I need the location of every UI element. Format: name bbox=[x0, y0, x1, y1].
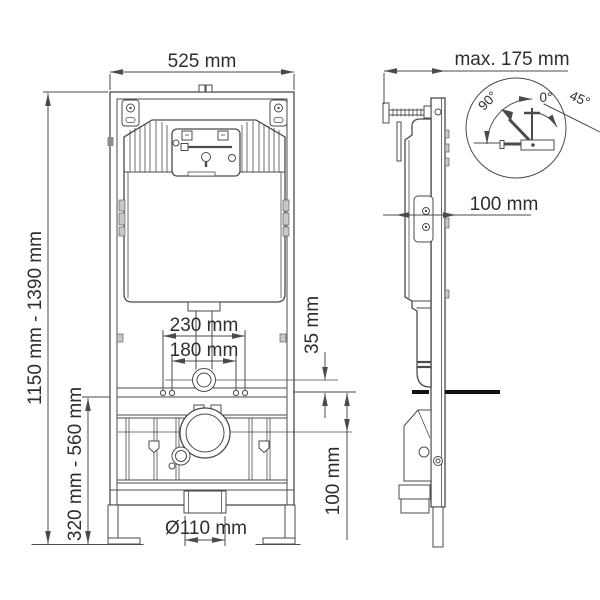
dim-180-label: 180 mm bbox=[169, 340, 239, 361]
rod-flange bbox=[383, 103, 389, 123]
top-pipe-stub bbox=[206, 85, 212, 92]
rod-nut bbox=[424, 106, 431, 118]
mounting-level-line bbox=[412, 390, 429, 394]
dim-outlet-110 bbox=[165, 516, 247, 546]
panel-clip bbox=[218, 131, 228, 140]
leg-left bbox=[108, 505, 118, 538]
frame-clip bbox=[280, 334, 286, 342]
panel-hole bbox=[173, 140, 179, 146]
dim-width-525 bbox=[110, 51, 294, 90]
tank-side-tab bbox=[283, 200, 289, 211]
panel-notch bbox=[188, 172, 215, 176]
mount-block bbox=[414, 196, 433, 242]
frame-marking bbox=[108, 137, 114, 146]
anchor-body bbox=[521, 140, 554, 150]
dim-lower-label: 320 mm - 560 mm bbox=[65, 386, 86, 542]
keyhole bbox=[202, 153, 211, 162]
dim-100-front-label: 100 mm bbox=[323, 446, 344, 516]
rail-leg bbox=[433, 507, 443, 547]
angle-0-label: 0° bbox=[539, 90, 553, 105]
access-panel bbox=[172, 129, 240, 176]
angle-indicator bbox=[466, 78, 600, 178]
dim-height-label: 1150 mm - 1390 mm bbox=[25, 231, 46, 405]
rail-tab bbox=[445, 218, 449, 228]
bracket-hole bbox=[419, 447, 429, 457]
foot-left bbox=[108, 538, 140, 544]
bracket-foot bbox=[399, 485, 430, 499]
rail-tab bbox=[445, 144, 449, 152]
rail-tab bbox=[445, 130, 449, 138]
tank-side-tab bbox=[119, 213, 125, 225]
strut-clip bbox=[149, 441, 159, 453]
dim-100-front bbox=[323, 393, 347, 540]
strut-clip bbox=[259, 441, 269, 453]
cistern-side-profile bbox=[397, 119, 433, 387]
tank-side-tab bbox=[119, 200, 125, 211]
dim-230-label: 230 mm bbox=[169, 315, 239, 336]
dim-outlet-label: Ø110 mm bbox=[164, 518, 248, 539]
mounting-level-line bbox=[445, 390, 500, 394]
wall-rail bbox=[431, 98, 449, 547]
frame-clip bbox=[117, 334, 123, 342]
front-plate bbox=[397, 122, 401, 161]
bolt-head bbox=[181, 144, 188, 151]
panel-clip bbox=[182, 131, 192, 140]
mounting-bracket-left bbox=[122, 100, 139, 126]
outlet-box bbox=[184, 491, 226, 513]
leg-right bbox=[285, 505, 295, 538]
rail-tab bbox=[445, 290, 449, 298]
tank-side-tab bbox=[283, 213, 289, 225]
dim-100-side-label: 100 mm bbox=[469, 194, 539, 215]
panel-hole bbox=[229, 155, 236, 162]
dim-max-depth-label: max. 175 mm bbox=[454, 49, 570, 70]
foot-right bbox=[263, 538, 295, 544]
rail-tab bbox=[445, 158, 449, 166]
top-pipe-stub bbox=[199, 85, 205, 92]
angle-90-label: 90° bbox=[475, 88, 501, 114]
mounting-bracket-right bbox=[270, 100, 287, 126]
rail-hole bbox=[435, 109, 441, 115]
angle-45-label: 45° bbox=[567, 87, 593, 110]
dim-35-label: 35 mm bbox=[302, 295, 323, 355]
dim-width-label: 525 mm bbox=[167, 51, 237, 72]
dim-lower-320-560 bbox=[65, 387, 110, 544]
tank-side-tab bbox=[283, 227, 289, 236]
tank-side-tab bbox=[119, 227, 125, 236]
